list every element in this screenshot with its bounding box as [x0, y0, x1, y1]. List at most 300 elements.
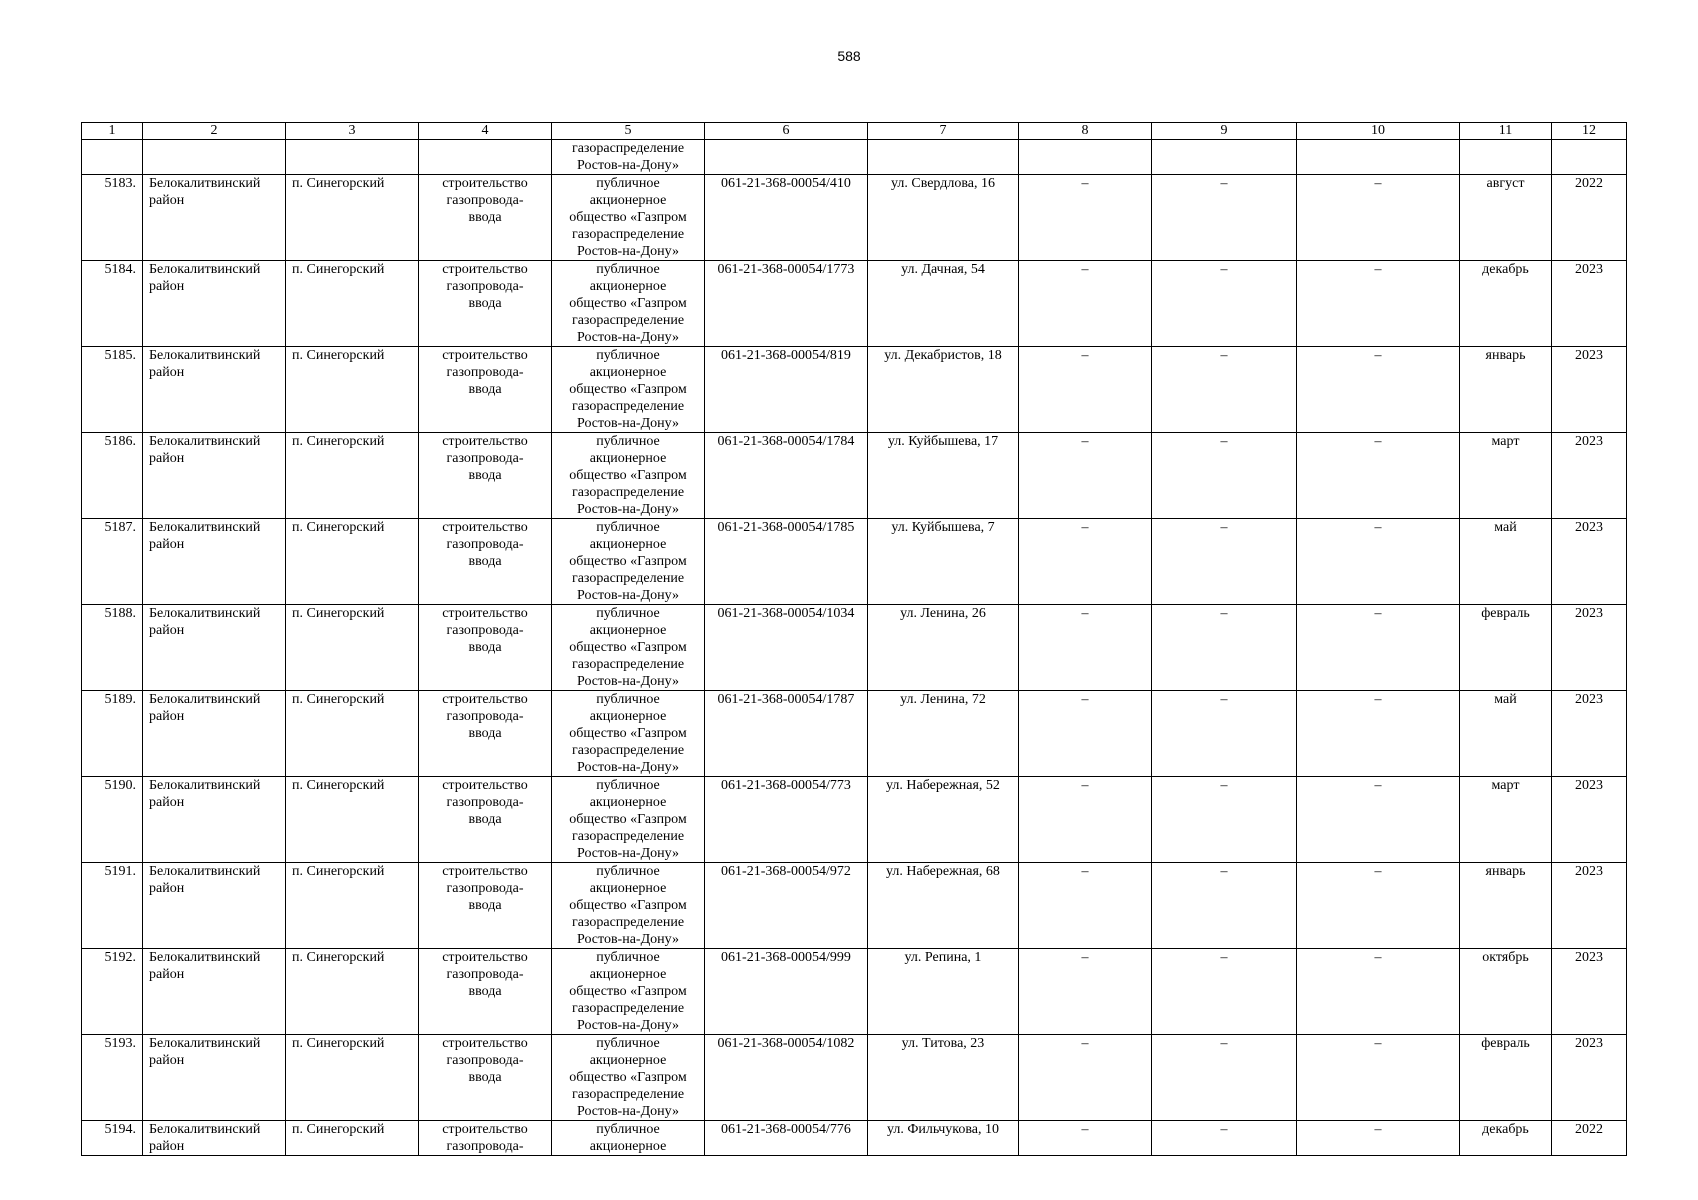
organization-line: газораспределение: [571, 829, 685, 844]
work-type-line: газопровода-: [446, 795, 524, 810]
organization-line: публичное: [596, 950, 660, 965]
address-cell: ул. Набережная, 52: [868, 777, 1019, 863]
year-cell: 2023: [1552, 433, 1627, 519]
settlement-cell: п. Синегорский: [286, 175, 419, 261]
organization-line: общество «Газпром: [569, 210, 687, 225]
organization-line: публичное: [596, 434, 660, 449]
organization-line: акционерное: [589, 795, 667, 810]
organization-line: Ростов-на-Дону»: [577, 330, 679, 345]
dash-cell: –: [1152, 777, 1297, 863]
district-cell: [143, 175, 286, 261]
settlement-cell: п. Синегорский: [286, 433, 419, 519]
row-number-cell: 5193.: [82, 1035, 143, 1121]
dash-cell: –: [1152, 347, 1297, 433]
work-type-cell: [419, 863, 552, 949]
work-type-cell: [419, 691, 552, 777]
address-cell: ул. Репина, 1: [868, 949, 1019, 1035]
row-number-cell: 5194.: [82, 1121, 143, 1156]
year-cell: 2023: [1552, 605, 1627, 691]
address-cell: ул. Набережная, 68: [868, 863, 1019, 949]
column-number: 3: [286, 123, 419, 140]
work-type-line: ввода: [468, 554, 502, 569]
organization-line: акционерное: [589, 365, 667, 380]
organization-line: акционерное: [589, 193, 667, 208]
column-number: 10: [1297, 123, 1460, 140]
organization-line: публичное: [596, 1122, 660, 1137]
district-line: район: [149, 1139, 185, 1154]
code-cell: 061-21-368-00054/773: [705, 777, 868, 863]
organization-line: Ростов-на-Дону»: [577, 1018, 679, 1033]
month-cell: март: [1460, 777, 1552, 863]
organization-line: Ростов-на-Дону»: [577, 1104, 679, 1119]
work-type-line: ввода: [468, 726, 502, 741]
empty-cell: [286, 140, 419, 175]
organization-line: публичное: [596, 520, 660, 535]
work-type-line: ввода: [468, 812, 502, 827]
row-number-cell: 5184.: [82, 261, 143, 347]
organization-cell: [552, 605, 705, 691]
organization-line: Ростов-на-Дону»: [577, 674, 679, 689]
organization-line: акционерное: [589, 451, 667, 466]
dash-cell: –: [1152, 605, 1297, 691]
organization-cell: [552, 691, 705, 777]
work-type-line: ввода: [468, 898, 502, 913]
year-cell: 2023: [1552, 347, 1627, 433]
settlement-cell: п. Синегорский: [286, 949, 419, 1035]
organization-line: газораспределение: [571, 227, 685, 242]
dash-cell: –: [1297, 347, 1460, 433]
address-cell: ул. Декабристов, 18: [868, 347, 1019, 433]
district-cell: [143, 1121, 286, 1156]
code-cell: 061-21-368-00054/1785: [705, 519, 868, 605]
empty-cell: [143, 140, 286, 175]
district-line: Белокалитвинский: [149, 520, 261, 535]
dash-cell: –: [1152, 691, 1297, 777]
dash-cell: –: [1019, 433, 1152, 519]
table-row: [82, 777, 1627, 863]
dash-cell: –: [1019, 519, 1152, 605]
work-type-line: строительство: [442, 950, 528, 965]
organization-line: публичное: [596, 864, 660, 879]
dash-cell: –: [1019, 949, 1152, 1035]
code-cell: 061-21-368-00054/1082: [705, 1035, 868, 1121]
organization-cell: [552, 175, 705, 261]
empty-cell: [705, 140, 868, 175]
dash-cell: –: [1019, 261, 1152, 347]
organization-line: акционерное: [589, 881, 667, 896]
organization-line: акционерное: [589, 709, 667, 724]
district-line: район: [149, 881, 185, 896]
empty-cell: [1297, 140, 1460, 175]
district-cell: [143, 863, 286, 949]
row-number-cell: 5189.: [82, 691, 143, 777]
organization-line: общество «Газпром: [569, 640, 687, 655]
organization-line: публичное: [596, 176, 660, 191]
code-cell: 061-21-368-00054/1787: [705, 691, 868, 777]
address-cell: ул. Ленина, 26: [868, 605, 1019, 691]
organization-cell: [552, 863, 705, 949]
dash-cell: –: [1019, 347, 1152, 433]
work-type-line: строительство: [442, 348, 528, 363]
column-number: 2: [143, 123, 286, 140]
district-line: Белокалитвинский: [149, 778, 261, 793]
work-type-line: ввода: [468, 468, 502, 483]
organization-line: публичное: [596, 262, 660, 277]
dash-cell: –: [1297, 519, 1460, 605]
continuation-row: [82, 140, 1627, 175]
row-number-cell: 5185.: [82, 347, 143, 433]
district-cell: [143, 949, 286, 1035]
district-line: район: [149, 279, 185, 294]
district-line: район: [149, 193, 185, 208]
code-cell: 061-21-368-00054/1784: [705, 433, 868, 519]
year-cell: 2022: [1552, 175, 1627, 261]
work-type-cell: [419, 519, 552, 605]
dash-cell: –: [1297, 261, 1460, 347]
column-number: 11: [1460, 123, 1552, 140]
district-line: Белокалитвинский: [149, 434, 261, 449]
column-number: 8: [1019, 123, 1152, 140]
work-type-line: строительство: [442, 1036, 528, 1051]
month-cell: май: [1460, 519, 1552, 605]
code-cell: 061-21-368-00054/1034: [705, 605, 868, 691]
organization-line: Ростов-на-Дону»: [577, 158, 679, 173]
work-type-line: газопровода-: [446, 193, 524, 208]
year-cell: 2023: [1552, 691, 1627, 777]
district-line: район: [149, 623, 185, 638]
address-cell: ул. Свердлова, 16: [868, 175, 1019, 261]
district-cell: [143, 777, 286, 863]
column-number-row: [82, 123, 1627, 140]
dash-cell: –: [1019, 863, 1152, 949]
dash-cell: –: [1297, 1035, 1460, 1121]
settlement-cell: п. Синегорский: [286, 691, 419, 777]
work-type-cell: [419, 433, 552, 519]
work-type-line: ввода: [468, 296, 502, 311]
organization-line: общество «Газпром: [569, 554, 687, 569]
district-line: Белокалитвинский: [149, 864, 261, 879]
month-cell: декабрь: [1460, 261, 1552, 347]
month-cell: октябрь: [1460, 949, 1552, 1035]
work-type-line: ввода: [468, 382, 502, 397]
work-type-line: газопровода-: [446, 451, 524, 466]
row-number-cell: 5186.: [82, 433, 143, 519]
organization-cell: [552, 261, 705, 347]
column-number: 1: [82, 123, 143, 140]
month-cell: май: [1460, 691, 1552, 777]
work-type-line: газопровода-: [446, 967, 524, 982]
table-row: [82, 949, 1627, 1035]
dash-cell: –: [1297, 1121, 1460, 1156]
dash-cell: –: [1019, 1121, 1152, 1156]
settlement-cell: п. Синегорский: [286, 1121, 419, 1156]
dash-cell: –: [1297, 175, 1460, 261]
work-type-cell: [419, 261, 552, 347]
work-type-line: строительство: [442, 520, 528, 535]
year-cell: 2022: [1552, 1121, 1627, 1156]
organization-cell: [552, 949, 705, 1035]
code-cell: 061-21-368-00054/819: [705, 347, 868, 433]
month-cell: февраль: [1460, 605, 1552, 691]
district-cell: [143, 519, 286, 605]
district-cell: [143, 261, 286, 347]
settlement-cell: п. Синегорский: [286, 261, 419, 347]
organization-line: общество «Газпром: [569, 468, 687, 483]
work-type-line: строительство: [442, 1122, 528, 1137]
organization-line: Ростов-на-Дону»: [577, 502, 679, 517]
dash-cell: –: [1019, 1035, 1152, 1121]
row-number-cell: 5187.: [82, 519, 143, 605]
work-type-line: строительство: [442, 778, 528, 793]
dash-cell: –: [1152, 1035, 1297, 1121]
organization-line: акционерное: [589, 279, 667, 294]
district-line: Белокалитвинский: [149, 950, 261, 965]
organization-line: акционерное: [589, 623, 667, 638]
work-type-line: газопровода-: [446, 365, 524, 380]
column-number: 9: [1152, 123, 1297, 140]
table-row: [82, 1121, 1627, 1156]
organization-line: газораспределение: [571, 141, 685, 156]
work-type-cell: [419, 605, 552, 691]
dash-cell: –: [1297, 777, 1460, 863]
district-line: район: [149, 451, 185, 466]
registry-table: [81, 122, 1627, 1156]
month-cell: декабрь: [1460, 1121, 1552, 1156]
month-cell: январь: [1460, 347, 1552, 433]
dash-cell: –: [1019, 175, 1152, 261]
district-cell: [143, 691, 286, 777]
work-type-line: ввода: [468, 640, 502, 655]
dash-cell: –: [1019, 691, 1152, 777]
column-number: 4: [419, 123, 552, 140]
page-number: 588: [837, 48, 861, 64]
work-type-line: газопровода-: [446, 709, 524, 724]
district-line: Белокалитвинский: [149, 348, 261, 363]
organization-cell: [552, 1035, 705, 1121]
organization-line: Ростов-на-Дону»: [577, 846, 679, 861]
table-row: [82, 347, 1627, 433]
organization-line: общество «Газпром: [569, 812, 687, 827]
row-number-cell: 5192.: [82, 949, 143, 1035]
address-cell: ул. Куйбышева, 7: [868, 519, 1019, 605]
work-type-line: газопровода-: [446, 1139, 524, 1154]
district-cell: [143, 1035, 286, 1121]
row-number-cell: 5190.: [82, 777, 143, 863]
district-line: район: [149, 795, 185, 810]
organization-line: общество «Газпром: [569, 726, 687, 741]
year-cell: 2023: [1552, 863, 1627, 949]
dash-cell: –: [1152, 261, 1297, 347]
dash-cell: –: [1152, 175, 1297, 261]
year-cell: 2023: [1552, 777, 1627, 863]
address-cell: ул. Куйбышева, 17: [868, 433, 1019, 519]
organization-line: общество «Газпром: [569, 382, 687, 397]
organization-line: общество «Газпром: [569, 1070, 687, 1085]
table-row: [82, 261, 1627, 347]
work-type-cell: [419, 777, 552, 863]
year-cell: 2023: [1552, 261, 1627, 347]
work-type-cell: [419, 347, 552, 433]
settlement-cell: п. Синегорский: [286, 1035, 419, 1121]
district-line: Белокалитвинский: [149, 1036, 261, 1051]
row-number-cell: 5191.: [82, 863, 143, 949]
table-row: [82, 605, 1627, 691]
dash-cell: –: [1297, 949, 1460, 1035]
work-type-line: строительство: [442, 262, 528, 277]
column-number: 7: [868, 123, 1019, 140]
organization-line: публичное: [596, 1036, 660, 1051]
district-cell: [143, 347, 286, 433]
organization-line: публичное: [596, 692, 660, 707]
organization-line: общество «Газпром: [569, 898, 687, 913]
table-row: [82, 863, 1627, 949]
address-cell: ул. Ленина, 72: [868, 691, 1019, 777]
table-row: [82, 691, 1627, 777]
month-cell: февраль: [1460, 1035, 1552, 1121]
work-type-line: ввода: [468, 984, 502, 999]
work-type-cell: [419, 949, 552, 1035]
month-cell: март: [1460, 433, 1552, 519]
work-type-line: газопровода-: [446, 279, 524, 294]
district-cell: [143, 605, 286, 691]
empty-cell: [1019, 140, 1152, 175]
organization-line: Ростов-на-Дону»: [577, 588, 679, 603]
organization-line: газораспределение: [571, 399, 685, 414]
work-type-line: строительство: [442, 176, 528, 191]
organization-line: общество «Газпром: [569, 984, 687, 999]
district-line: Белокалитвинский: [149, 176, 261, 191]
dash-cell: –: [1019, 777, 1152, 863]
code-cell: 061-21-368-00054/999: [705, 949, 868, 1035]
dash-cell: –: [1297, 433, 1460, 519]
organization-line: акционерное: [589, 537, 667, 552]
organization-line: газораспределение: [571, 657, 685, 672]
district-line: район: [149, 537, 185, 552]
work-type-line: строительство: [442, 692, 528, 707]
work-type-line: газопровода-: [446, 623, 524, 638]
dash-cell: –: [1297, 605, 1460, 691]
year-cell: 2023: [1552, 949, 1627, 1035]
organization-line: публичное: [596, 348, 660, 363]
organization-cell: [552, 140, 705, 175]
table-row: [82, 175, 1627, 261]
month-cell: август: [1460, 175, 1552, 261]
dash-cell: –: [1152, 949, 1297, 1035]
organization-line: газораспределение: [571, 1087, 685, 1102]
column-number: 6: [705, 123, 868, 140]
dash-cell: –: [1297, 863, 1460, 949]
work-type-line: газопровода-: [446, 537, 524, 552]
code-cell: 061-21-368-00054/776: [705, 1121, 868, 1156]
organization-cell: [552, 1121, 705, 1156]
table-row: [82, 433, 1627, 519]
dash-cell: –: [1152, 519, 1297, 605]
organization-line: публичное: [596, 606, 660, 621]
settlement-cell: п. Синегорский: [286, 863, 419, 949]
work-type-line: ввода: [468, 210, 502, 225]
empty-cell: [1152, 140, 1297, 175]
district-line: Белокалитвинский: [149, 1122, 261, 1137]
empty-cell: [419, 140, 552, 175]
empty-cell: [82, 140, 143, 175]
work-type-cell: [419, 1035, 552, 1121]
settlement-cell: п. Синегорский: [286, 519, 419, 605]
organization-line: общество «Газпром: [569, 296, 687, 311]
settlement-cell: п. Синегорский: [286, 605, 419, 691]
column-number: 12: [1552, 123, 1627, 140]
organization-cell: [552, 777, 705, 863]
work-type-line: газопровода-: [446, 1053, 524, 1068]
settlement-cell: п. Синегорский: [286, 347, 419, 433]
district-cell: [143, 433, 286, 519]
month-cell: январь: [1460, 863, 1552, 949]
organization-line: Ростов-на-Дону»: [577, 760, 679, 775]
district-line: Белокалитвинский: [149, 606, 261, 621]
organization-line: акционерное: [589, 967, 667, 982]
code-cell: 061-21-368-00054/972: [705, 863, 868, 949]
address-cell: ул. Фильчукова, 10: [868, 1121, 1019, 1156]
empty-cell: [868, 140, 1019, 175]
work-type-line: строительство: [442, 864, 528, 879]
organization-cell: [552, 519, 705, 605]
year-cell: 2023: [1552, 1035, 1627, 1121]
district-line: район: [149, 967, 185, 982]
address-cell: ул. Дачная, 54: [868, 261, 1019, 347]
dash-cell: –: [1152, 863, 1297, 949]
dash-cell: –: [1152, 433, 1297, 519]
work-type-cell: [419, 1121, 552, 1156]
table-row: [82, 519, 1627, 605]
organization-line: Ростов-на-Дону»: [577, 416, 679, 431]
work-type-line: строительство: [442, 606, 528, 621]
organization-line: газораспределение: [571, 571, 685, 586]
organization-line: публичное: [596, 778, 660, 793]
dash-cell: –: [1152, 1121, 1297, 1156]
organization-line: газораспределение: [571, 313, 685, 328]
work-type-line: газопровода-: [446, 881, 524, 896]
organization-line: газораспределение: [571, 1001, 685, 1016]
table-row: [82, 1035, 1627, 1121]
address-cell: ул. Титова, 23: [868, 1035, 1019, 1121]
work-type-line: строительство: [442, 434, 528, 449]
organization-line: акционерное: [589, 1053, 667, 1068]
district-line: район: [149, 709, 185, 724]
district-line: район: [149, 1053, 185, 1068]
settlement-cell: п. Синегорский: [286, 777, 419, 863]
organization-line: газораспределение: [571, 743, 685, 758]
organization-line: газораспределение: [571, 485, 685, 500]
organization-line: Ростов-на-Дону»: [577, 932, 679, 947]
row-number-cell: 5183.: [82, 175, 143, 261]
dash-cell: –: [1297, 691, 1460, 777]
work-type-cell: [419, 175, 552, 261]
year-cell: 2023: [1552, 519, 1627, 605]
work-type-line: ввода: [468, 1070, 502, 1085]
organization-cell: [552, 347, 705, 433]
code-cell: 061-21-368-00054/1773: [705, 261, 868, 347]
empty-cell: [1552, 140, 1627, 175]
column-number: 5: [552, 123, 705, 140]
code-cell: 061-21-368-00054/410: [705, 175, 868, 261]
organization-line: акционерное: [589, 1139, 667, 1154]
district-line: Белокалитвинский: [149, 692, 261, 707]
organization-line: Ростов-на-Дону»: [577, 244, 679, 259]
dash-cell: –: [1019, 605, 1152, 691]
empty-cell: [1460, 140, 1552, 175]
organization-line: газораспределение: [571, 915, 685, 930]
row-number-cell: 5188.: [82, 605, 143, 691]
district-line: район: [149, 365, 185, 380]
